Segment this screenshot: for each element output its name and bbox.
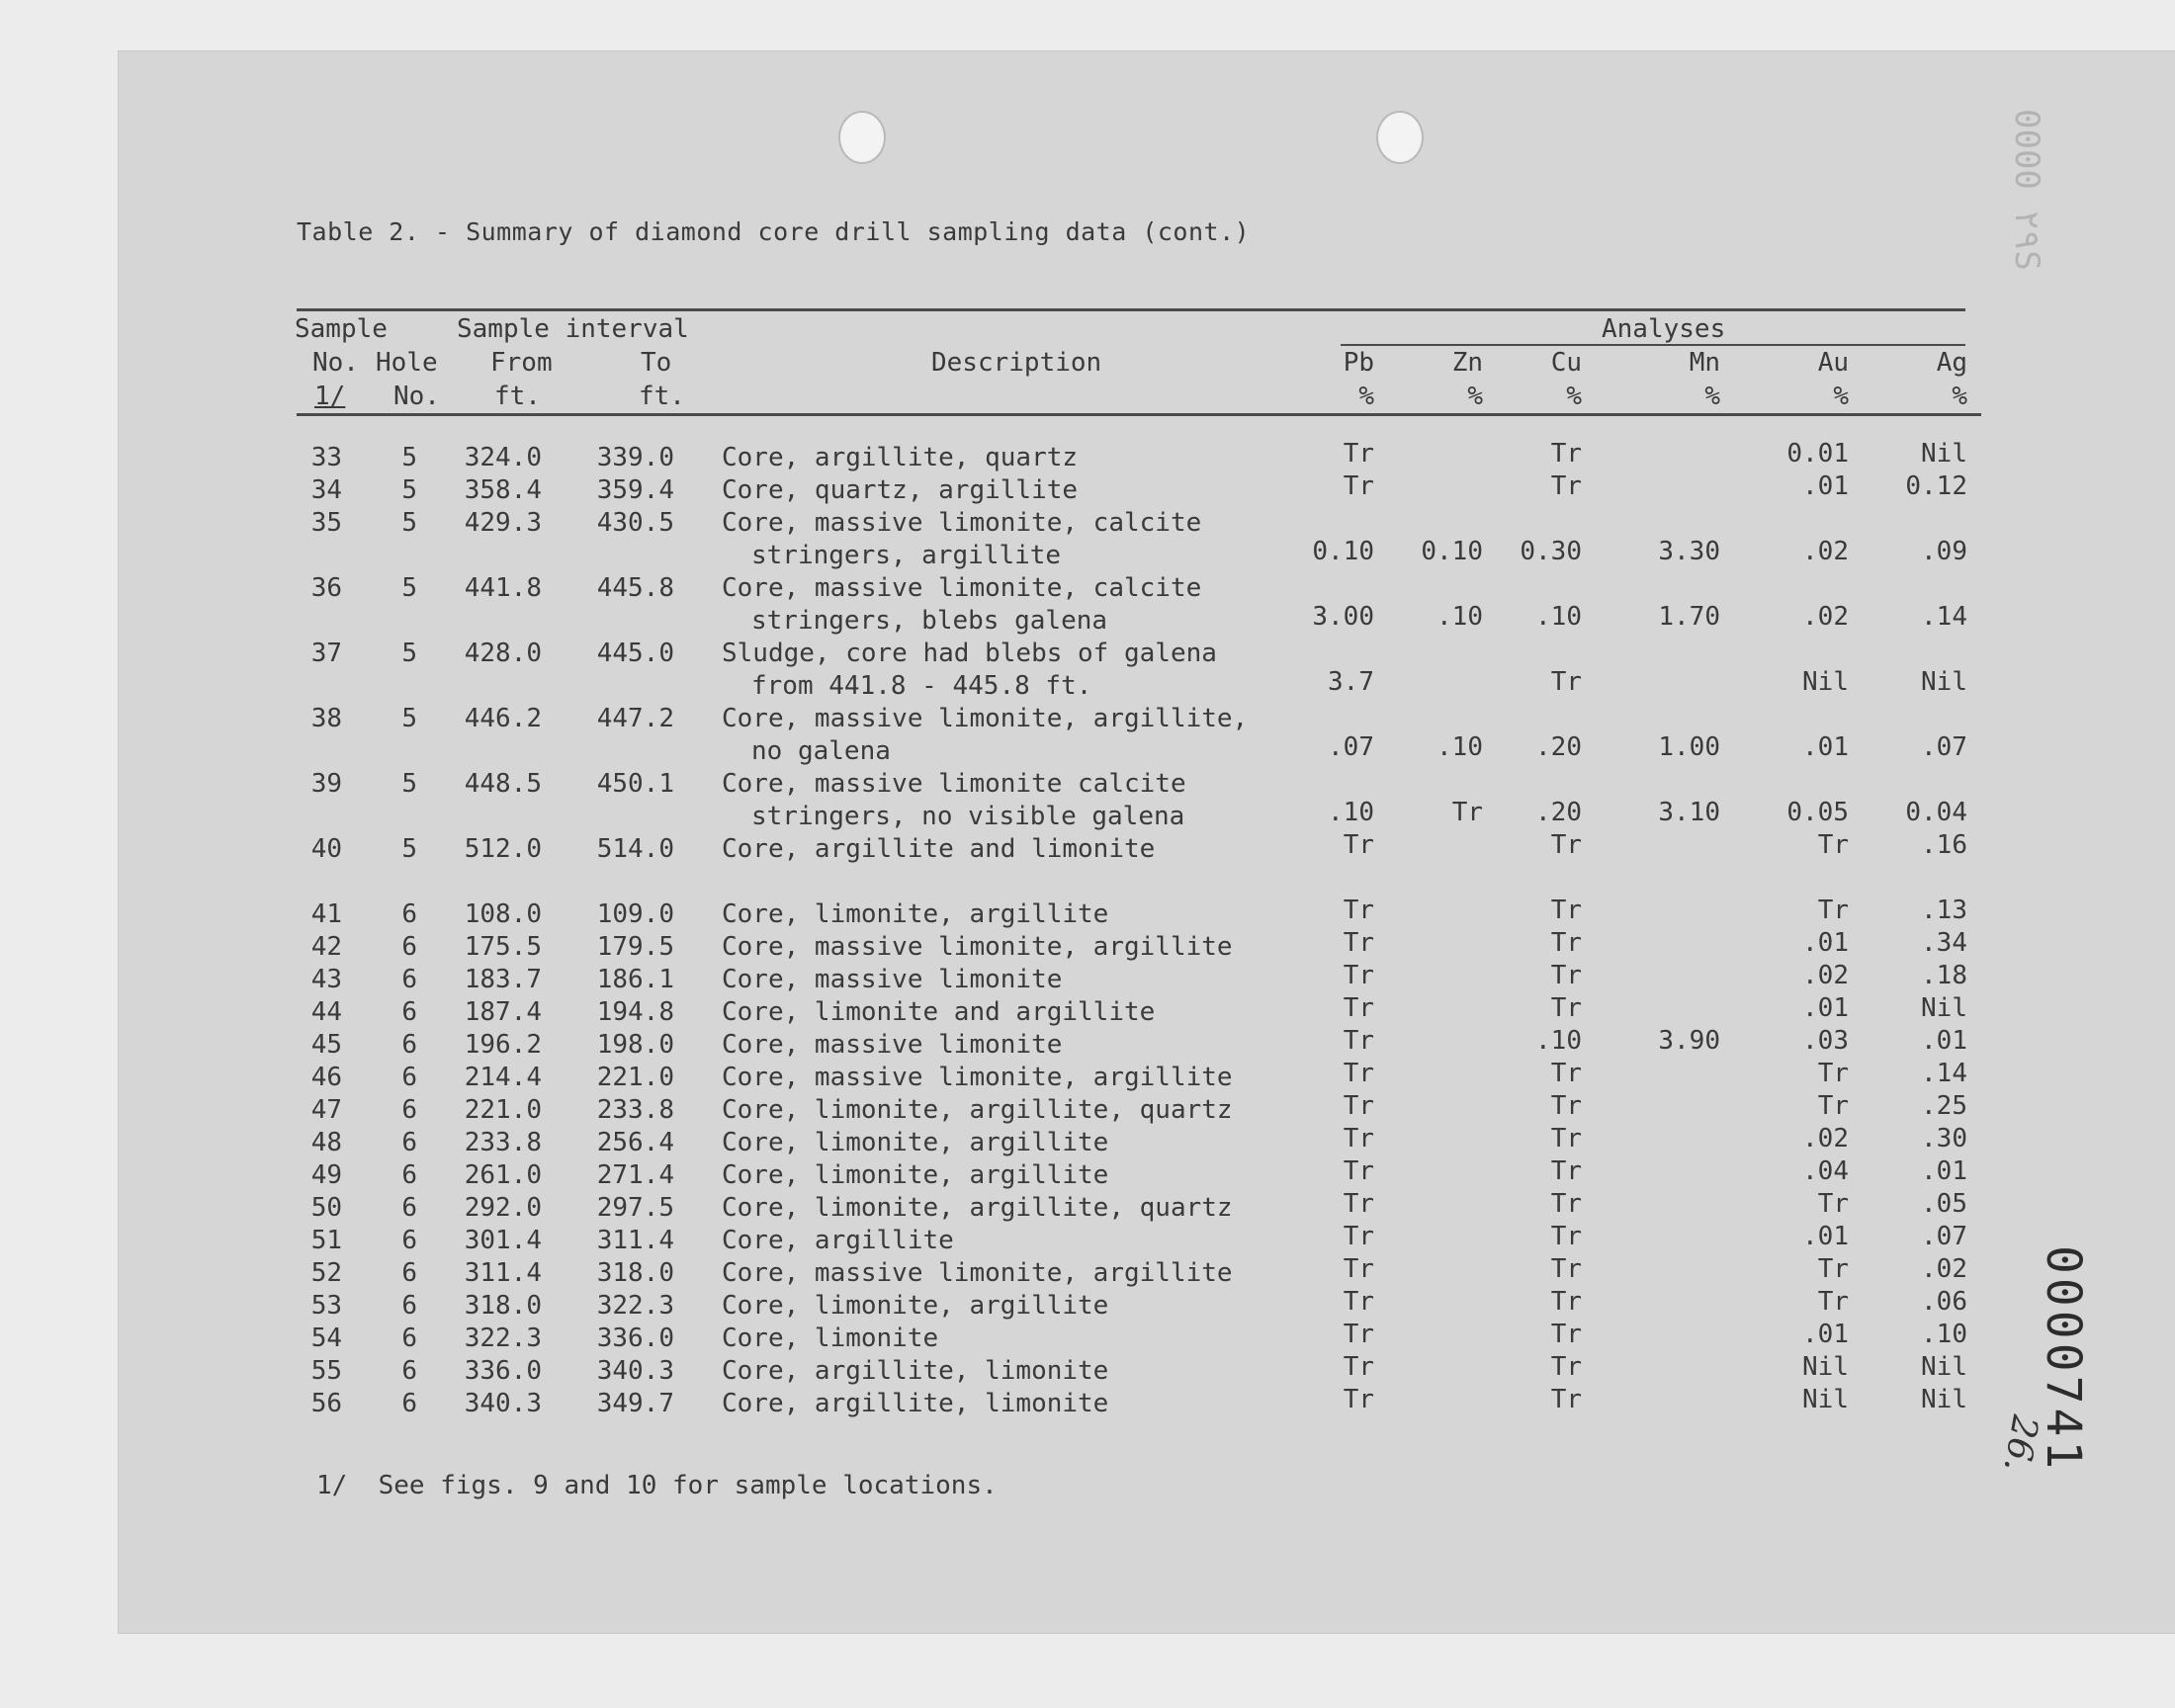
interval-to: 322.3 bbox=[596, 1291, 674, 1321]
hole-no: 5 bbox=[401, 704, 417, 733]
hole-no: 6 bbox=[401, 1389, 417, 1418]
description-line: Core, limonite and argillite bbox=[722, 997, 1156, 1027]
description-line: Core, massive limonite, calcite bbox=[722, 573, 1202, 603]
interval-to: 109.0 bbox=[596, 899, 674, 929]
analysis-mn: 1.70 bbox=[1658, 602, 1720, 632]
analysis-cu: 0.30 bbox=[1520, 537, 1582, 566]
analysis-cu: .10 bbox=[1535, 1026, 1582, 1056]
analysis-pb: Tr bbox=[1343, 993, 1374, 1023]
interval-from: 221.0 bbox=[464, 1095, 542, 1125]
analysis-cu: Tr bbox=[1550, 1059, 1582, 1088]
header-to-unit: ft. bbox=[639, 382, 685, 411]
description-line: Core, limonite, argillite bbox=[722, 899, 1109, 929]
analysis-cu: Tr bbox=[1550, 1385, 1582, 1414]
header-from-unit: ft. bbox=[494, 382, 541, 411]
interval-to: 514.0 bbox=[596, 834, 674, 864]
analysis-pb: Tr bbox=[1343, 1156, 1374, 1186]
table-title: Table 2. - Summary of diamond core drill sampling data (cont.) bbox=[297, 217, 1251, 246]
hole-no: 6 bbox=[401, 965, 417, 994]
analysis-cu: Tr bbox=[1550, 1352, 1582, 1382]
interval-from: 448.5 bbox=[464, 769, 542, 799]
hole-no: 6 bbox=[401, 932, 417, 962]
analysis-ag: Nil bbox=[1921, 1352, 1967, 1382]
sample-no: 53 bbox=[310, 1291, 342, 1321]
description-line: Core, massive limonite, argillite bbox=[722, 932, 1233, 962]
analysis-au: .02 bbox=[1802, 961, 1849, 990]
punch-hole-left bbox=[838, 111, 886, 164]
analysis-cu: Tr bbox=[1550, 928, 1582, 958]
sample-no: 52 bbox=[310, 1258, 342, 1288]
hole-no: 6 bbox=[401, 1128, 417, 1157]
hole-no: 6 bbox=[401, 1356, 417, 1386]
interval-from: 196.2 bbox=[464, 1030, 542, 1060]
sample-no: 40 bbox=[310, 834, 342, 864]
sample-no: 48 bbox=[310, 1128, 342, 1157]
analysis-cu: Tr bbox=[1550, 1254, 1582, 1284]
analysis-mn: 3.30 bbox=[1658, 537, 1720, 566]
analysis-ag: .09 bbox=[1921, 537, 1967, 566]
header-sample-interval: Sample interval bbox=[457, 314, 689, 344]
analysis-pb: Tr bbox=[1343, 961, 1374, 990]
description-line: Core, quartz, argillite bbox=[722, 475, 1079, 505]
analysis-pb: Tr bbox=[1343, 471, 1374, 501]
analysis-cu: Tr bbox=[1550, 471, 1582, 501]
analysis-au: Nil bbox=[1802, 1352, 1849, 1382]
interval-to: 430.5 bbox=[596, 508, 674, 538]
sample-no: 33 bbox=[310, 443, 342, 472]
analysis-au: Tr bbox=[1817, 1287, 1849, 1317]
analysis-ag: .01 bbox=[1921, 1026, 1967, 1056]
analysis-ag: .14 bbox=[1921, 1059, 1967, 1088]
interval-from: 301.4 bbox=[464, 1226, 542, 1255]
analysis-ag: .06 bbox=[1921, 1287, 1967, 1317]
analysis-pb: Tr bbox=[1343, 1059, 1374, 1088]
header-sample: Sample bbox=[295, 314, 388, 344]
sample-no: 34 bbox=[310, 475, 342, 505]
analysis-ag: Nil bbox=[1921, 667, 1967, 697]
analysis-pb: 3.7 bbox=[1328, 667, 1374, 697]
description-line: stringers, no visible galena bbox=[751, 802, 1185, 831]
sample-no: 42 bbox=[310, 932, 342, 962]
description-line: from 441.8 - 445.8 ft. bbox=[751, 671, 1092, 701]
analysis-pb: Tr bbox=[1343, 1189, 1374, 1219]
description-line: Core, argillite, quartz bbox=[722, 443, 1079, 472]
analysis-cu: .20 bbox=[1535, 732, 1582, 762]
description-line: Core, massive limonite, calcite bbox=[722, 508, 1202, 538]
header-rule bbox=[297, 413, 1981, 416]
analysis-mn: 3.90 bbox=[1658, 1026, 1720, 1056]
sample-no: 49 bbox=[310, 1160, 342, 1190]
stamp-top: 0000 ۲۹S bbox=[2007, 109, 2046, 273]
sample-no: 56 bbox=[310, 1389, 342, 1418]
analysis-ag: .30 bbox=[1921, 1124, 1967, 1153]
sample-no: 41 bbox=[310, 899, 342, 929]
analysis-au: .01 bbox=[1802, 471, 1849, 501]
analysis-cu: Tr bbox=[1550, 1091, 1582, 1121]
header-description: Description bbox=[931, 348, 1102, 378]
interval-to: 297.5 bbox=[596, 1193, 674, 1223]
analysis-cu: Tr bbox=[1550, 896, 1582, 925]
analysis-cu: Tr bbox=[1550, 1189, 1582, 1219]
analysis-zn: Tr bbox=[1451, 798, 1483, 827]
interval-to: 198.0 bbox=[596, 1030, 674, 1060]
analysis-ag: 0.04 bbox=[1905, 798, 1967, 827]
interval-from: 441.8 bbox=[464, 573, 542, 603]
header-hole-no: No. bbox=[393, 382, 440, 411]
description-line: Core, massive limonite, argillite, bbox=[722, 704, 1249, 733]
analysis-ag: Nil bbox=[1921, 439, 1967, 469]
analysis-au: Tr bbox=[1817, 830, 1849, 860]
analysis-ag: .05 bbox=[1921, 1189, 1967, 1219]
header-analyses: Analyses bbox=[1602, 314, 1726, 344]
punch-hole-right bbox=[1376, 111, 1424, 164]
top-rule bbox=[297, 308, 1965, 311]
analysis-cu: Tr bbox=[1550, 439, 1582, 469]
analysis-au: .01 bbox=[1802, 1320, 1849, 1349]
interval-from: 261.0 bbox=[464, 1160, 542, 1190]
analysis-au: Tr bbox=[1817, 1059, 1849, 1088]
header-mn: Mn bbox=[1689, 348, 1720, 378]
interval-from: 428.0 bbox=[464, 639, 542, 668]
header-au-unit: % bbox=[1833, 382, 1849, 411]
sample-no: 55 bbox=[310, 1356, 342, 1386]
analysis-cu: Tr bbox=[1550, 993, 1582, 1023]
header-cu-unit: % bbox=[1566, 382, 1582, 411]
interval-from: 322.3 bbox=[464, 1324, 542, 1353]
header-au: Au bbox=[1817, 348, 1849, 378]
header-pb-unit: % bbox=[1358, 382, 1374, 411]
interval-from: 512.0 bbox=[464, 834, 542, 864]
hole-no: 6 bbox=[401, 997, 417, 1027]
interval-from: 311.4 bbox=[464, 1258, 542, 1288]
header-pb: Pb bbox=[1343, 348, 1374, 378]
sample-no: 51 bbox=[310, 1226, 342, 1255]
analysis-au: .01 bbox=[1802, 928, 1849, 958]
analysis-ag: .02 bbox=[1921, 1254, 1967, 1284]
analysis-ag: Nil bbox=[1921, 993, 1967, 1023]
analysis-pb: Tr bbox=[1343, 1287, 1374, 1317]
sample-no: 54 bbox=[310, 1324, 342, 1353]
analysis-au: .03 bbox=[1802, 1026, 1849, 1056]
sample-no: 37 bbox=[310, 639, 342, 668]
analysis-au: .02 bbox=[1802, 537, 1849, 566]
analysis-pb: Tr bbox=[1343, 1091, 1374, 1121]
interval-to: 349.7 bbox=[596, 1389, 674, 1418]
interval-to: 318.0 bbox=[596, 1258, 674, 1288]
interval-to: 233.8 bbox=[596, 1095, 674, 1125]
interval-to: 221.0 bbox=[596, 1063, 674, 1092]
description-line: Core, argillite, limonite bbox=[722, 1389, 1109, 1418]
analysis-ag: .13 bbox=[1921, 896, 1967, 925]
description-line: Core, limonite, argillite bbox=[722, 1160, 1109, 1190]
analysis-au: .01 bbox=[1802, 993, 1849, 1023]
analysis-au: 0.05 bbox=[1786, 798, 1849, 827]
interval-to: 445.0 bbox=[596, 639, 674, 668]
analysis-ag: .34 bbox=[1921, 928, 1967, 958]
description-line: Core, massive limonite, argillite bbox=[722, 1258, 1233, 1288]
hole-no: 6 bbox=[401, 1063, 417, 1092]
sample-no: 46 bbox=[310, 1063, 342, 1092]
analysis-pb: Tr bbox=[1343, 1320, 1374, 1349]
analysis-au: Tr bbox=[1817, 1189, 1849, 1219]
analysis-mn: 1.00 bbox=[1658, 732, 1720, 762]
analysis-au: .02 bbox=[1802, 1124, 1849, 1153]
analysis-au: Nil bbox=[1802, 667, 1849, 697]
analysis-pb: Tr bbox=[1343, 439, 1374, 469]
analysis-pb: Tr bbox=[1343, 1026, 1374, 1056]
description-line: Core, limonite, argillite, quartz bbox=[722, 1095, 1233, 1125]
description-line: Core, limonite, argillite bbox=[722, 1128, 1109, 1157]
header-footnote-ref: 1/ bbox=[314, 382, 346, 411]
hole-no: 6 bbox=[401, 1258, 417, 1288]
hole-no: 6 bbox=[401, 1160, 417, 1190]
hole-no: 5 bbox=[401, 769, 417, 799]
header-mn-unit: % bbox=[1704, 382, 1720, 411]
interval-to: 336.0 bbox=[596, 1324, 674, 1353]
analysis-cu: Tr bbox=[1550, 1320, 1582, 1349]
footnote: 1/ See figs. 9 and 10 for sample locations. bbox=[316, 1471, 998, 1500]
interval-to: 339.0 bbox=[596, 443, 674, 472]
analysis-ag: .25 bbox=[1921, 1091, 1967, 1121]
hole-no: 6 bbox=[401, 1291, 417, 1321]
analysis-cu: Tr bbox=[1550, 667, 1582, 697]
description-line: Sludge, core had blebs of galena bbox=[722, 639, 1217, 668]
analysis-pb: Tr bbox=[1343, 928, 1374, 958]
header-ag-unit: % bbox=[1952, 382, 1967, 411]
analysis-au: .02 bbox=[1802, 602, 1849, 632]
header-zn: Zn bbox=[1451, 348, 1483, 378]
analysis-pb: 0.10 bbox=[1312, 537, 1374, 566]
interval-from: 429.3 bbox=[464, 508, 542, 538]
sample-no: 35 bbox=[310, 508, 342, 538]
description-line: no galena bbox=[751, 736, 891, 766]
interval-from: 187.4 bbox=[464, 997, 542, 1027]
interval-to: 340.3 bbox=[596, 1356, 674, 1386]
hole-no: 6 bbox=[401, 1030, 417, 1060]
interval-to: 359.4 bbox=[596, 475, 674, 505]
analysis-cu: Tr bbox=[1550, 961, 1582, 990]
sample-no: 39 bbox=[310, 769, 342, 799]
description-line: Core, limonite, argillite bbox=[722, 1291, 1109, 1321]
interval-from: 318.0 bbox=[464, 1291, 542, 1321]
interval-from: 214.4 bbox=[464, 1063, 542, 1092]
analysis-cu: .10 bbox=[1535, 602, 1582, 632]
interval-from: 446.2 bbox=[464, 704, 542, 733]
analysis-pb: Tr bbox=[1343, 830, 1374, 860]
interval-from: 175.5 bbox=[464, 932, 542, 962]
interval-to: 271.4 bbox=[596, 1160, 674, 1190]
analysis-pb: Tr bbox=[1343, 896, 1374, 925]
interval-to: 194.8 bbox=[596, 997, 674, 1027]
hole-no: 5 bbox=[401, 508, 417, 538]
analysis-pb: .07 bbox=[1328, 732, 1374, 762]
description-line: stringers, blebs galena bbox=[751, 606, 1108, 636]
description-line: Core, argillite and limonite bbox=[722, 834, 1156, 864]
interval-from: 108.0 bbox=[464, 899, 542, 929]
interval-from: 292.0 bbox=[464, 1193, 542, 1223]
interval-from: 336.0 bbox=[464, 1356, 542, 1386]
hole-no: 5 bbox=[401, 834, 417, 864]
analysis-ag: .01 bbox=[1921, 1156, 1967, 1186]
interval-to: 179.5 bbox=[596, 932, 674, 962]
analysis-cu: Tr bbox=[1550, 1156, 1582, 1186]
analysis-au: 0.01 bbox=[1786, 439, 1849, 469]
analysis-pb: Tr bbox=[1343, 1352, 1374, 1382]
interval-from: 340.3 bbox=[464, 1389, 542, 1418]
interval-from: 233.8 bbox=[464, 1128, 542, 1157]
hole-no: 6 bbox=[401, 899, 417, 929]
hole-no: 6 bbox=[401, 1193, 417, 1223]
document-number-stamp: 0000741 bbox=[2036, 1245, 2091, 1474]
interval-to: 447.2 bbox=[596, 704, 674, 733]
analysis-zn: 0.10 bbox=[1421, 537, 1483, 566]
sample-no: 50 bbox=[310, 1193, 342, 1223]
hole-no: 5 bbox=[401, 475, 417, 505]
hole-no: 6 bbox=[401, 1095, 417, 1125]
hole-no: 5 bbox=[401, 443, 417, 472]
interval-to: 450.1 bbox=[596, 769, 674, 799]
header-no: No. bbox=[312, 348, 359, 378]
interval-from: 324.0 bbox=[464, 443, 542, 472]
analysis-mn: 3.10 bbox=[1658, 798, 1720, 827]
interval-to: 256.4 bbox=[596, 1128, 674, 1157]
sample-no: 45 bbox=[310, 1030, 342, 1060]
analysis-cu: Tr bbox=[1550, 1222, 1582, 1251]
analysis-pb: Tr bbox=[1343, 1124, 1374, 1153]
header-to: To bbox=[641, 348, 672, 378]
description-line: Core, argillite, limonite bbox=[722, 1356, 1109, 1386]
description-line: Core, massive limonite, argillite bbox=[722, 1063, 1233, 1092]
analysis-au: Nil bbox=[1802, 1385, 1849, 1414]
analysis-au: .04 bbox=[1802, 1156, 1849, 1186]
sample-no: 38 bbox=[310, 704, 342, 733]
header-cu: Cu bbox=[1550, 348, 1582, 378]
hole-no: 5 bbox=[401, 639, 417, 668]
analyses-rule bbox=[1341, 344, 1965, 346]
header-zn-unit: % bbox=[1467, 382, 1483, 411]
analysis-pb: .10 bbox=[1328, 798, 1374, 827]
analysis-pb: Tr bbox=[1343, 1385, 1374, 1414]
description-line: Core, limonite bbox=[722, 1324, 939, 1353]
analysis-ag: .07 bbox=[1921, 1222, 1967, 1251]
hole-no: 5 bbox=[401, 573, 417, 603]
page-number: 26. bbox=[1995, 1411, 2045, 1476]
header-hole: Hole bbox=[376, 348, 438, 378]
header-from: From bbox=[490, 348, 553, 378]
analysis-au: Tr bbox=[1817, 896, 1849, 925]
analysis-cu: Tr bbox=[1550, 1287, 1582, 1317]
interval-to: 311.4 bbox=[596, 1226, 674, 1255]
analysis-ag: Nil bbox=[1921, 1385, 1967, 1414]
analysis-pb: Tr bbox=[1343, 1222, 1374, 1251]
analysis-ag: .16 bbox=[1921, 830, 1967, 860]
analysis-au: .01 bbox=[1802, 732, 1849, 762]
interval-to: 445.8 bbox=[596, 573, 674, 603]
interval-from: 358.4 bbox=[464, 475, 542, 505]
header-ag: Ag bbox=[1936, 348, 1967, 378]
analysis-ag: .07 bbox=[1921, 732, 1967, 762]
analysis-zn: .10 bbox=[1436, 602, 1483, 632]
description-line: Core, massive limonite bbox=[722, 965, 1063, 994]
analysis-cu: Tr bbox=[1550, 830, 1582, 860]
analysis-cu: .20 bbox=[1535, 798, 1582, 827]
analysis-ag: .14 bbox=[1921, 602, 1967, 632]
sample-no: 36 bbox=[310, 573, 342, 603]
description-line: Core, argillite bbox=[722, 1226, 954, 1255]
sample-no: 47 bbox=[310, 1095, 342, 1125]
description-line: Core, limonite, argillite, quartz bbox=[722, 1193, 1233, 1223]
analysis-au: .01 bbox=[1802, 1222, 1849, 1251]
description-line: Core, massive limonite calcite bbox=[722, 769, 1186, 799]
sample-no: 44 bbox=[310, 997, 342, 1027]
analysis-ag: .10 bbox=[1921, 1320, 1967, 1349]
sample-no: 43 bbox=[310, 965, 342, 994]
analysis-ag: .18 bbox=[1921, 961, 1967, 990]
analysis-ag: 0.12 bbox=[1905, 471, 1967, 501]
description-line: stringers, argillite bbox=[751, 541, 1062, 570]
analysis-pb: Tr bbox=[1343, 1254, 1374, 1284]
analysis-zn: .10 bbox=[1436, 732, 1483, 762]
analysis-pb: 3.00 bbox=[1312, 602, 1374, 632]
interval-from: 183.7 bbox=[464, 965, 542, 994]
description-line: Core, massive limonite bbox=[722, 1030, 1063, 1060]
analysis-au: Tr bbox=[1817, 1091, 1849, 1121]
analysis-cu: Tr bbox=[1550, 1124, 1582, 1153]
analysis-au: Tr bbox=[1817, 1254, 1849, 1284]
hole-no: 6 bbox=[401, 1324, 417, 1353]
interval-to: 186.1 bbox=[596, 965, 674, 994]
hole-no: 6 bbox=[401, 1226, 417, 1255]
